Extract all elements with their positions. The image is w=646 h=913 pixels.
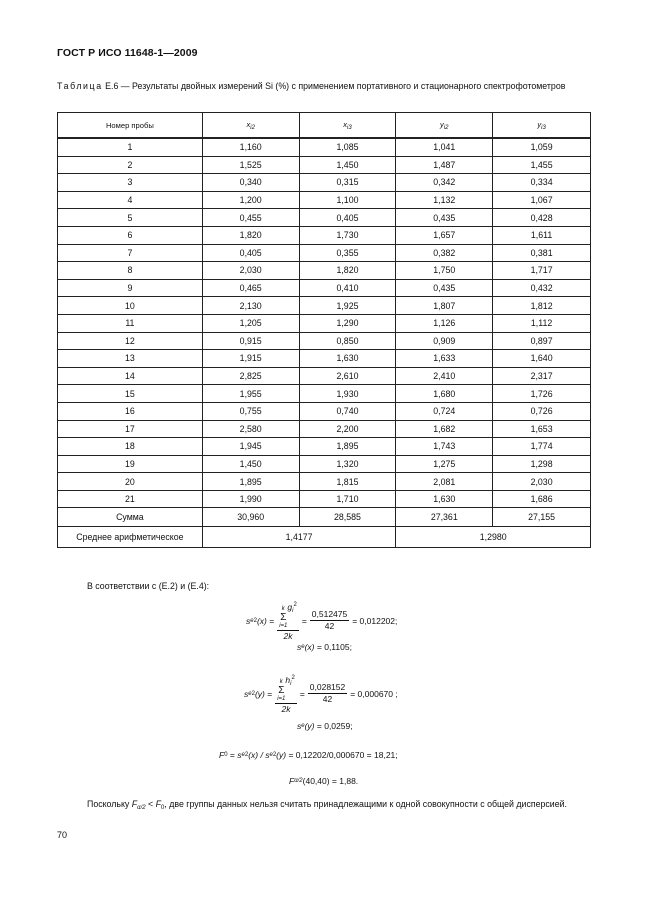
results-table — [57, 112, 591, 548]
sum-y-i3: 27,155 — [493, 508, 591, 527]
formula-sd-y: s e (y) = 0,0259; — [297, 721, 353, 731]
cell-y-i3: 1,686 — [493, 490, 591, 508]
cell-sample-number: 10 — [58, 297, 203, 315]
cell-y-i2: 1,682 — [396, 420, 493, 438]
fraction-h-value: $\frac{0,028152}{42}$ — [309, 682, 346, 705]
formula-f-statistic: F 0 = s e 2 (x) / s e 2 (y) = 0,12202/0,000670 = 18,21; — [219, 750, 398, 760]
cell-x-i3: 0,740 — [299, 402, 396, 420]
cell-sample-number: 19 — [58, 455, 203, 473]
cell-x-i2: 1,990 — [202, 490, 299, 508]
cell-y-i3: 1,812 — [493, 297, 591, 315]
cell-y-i3: 0,726 — [493, 402, 591, 420]
cell-y-i3: 1,067 — [493, 191, 591, 209]
table-row — [58, 174, 591, 192]
cell-x-i2: 1,205 — [202, 314, 299, 332]
cell-y-i3: 1,611 — [493, 226, 591, 244]
table-row — [58, 420, 591, 438]
cell-x-i3: 0,405 — [299, 209, 396, 227]
cell-y-i2: 0,435 — [396, 279, 493, 297]
cell-y-i2: 1,041 — [396, 138, 493, 156]
page-number: 70 — [57, 830, 68, 840]
cell-x-i2: 2,130 — [202, 297, 299, 315]
cell-x-i3: 1,100 — [299, 191, 396, 209]
document-header: ГОСТ Р ИСО 11648-1—2009 — [57, 47, 198, 59]
cell-sample-number: 9 — [58, 279, 203, 297]
col-x-i3: $x_{i3}$ — [299, 113, 396, 139]
cell-x-i3: 1,730 — [299, 226, 396, 244]
cell-y-i3: 1,059 — [493, 138, 591, 156]
cell-x-i3: 0,850 — [299, 332, 396, 350]
cell-x-i2: 2,030 — [202, 262, 299, 280]
cell-x-i3: 1,925 — [299, 297, 396, 315]
cell-x-i3: 1,895 — [299, 438, 396, 456]
cell-y-i3: 1,112 — [493, 314, 591, 332]
cell-x-i3: 0,355 — [299, 244, 396, 262]
table-row — [58, 367, 591, 385]
col-sample-number: Номер пробы — [58, 113, 203, 139]
table-row — [58, 279, 591, 297]
table-row — [58, 191, 591, 209]
cell-sample-number: 11 — [58, 314, 203, 332]
cell-sample-number: 1 — [58, 138, 203, 156]
table-row — [58, 226, 591, 244]
cell-x-i3: 1,085 — [299, 138, 396, 156]
cell-y-i2: 1,630 — [396, 490, 493, 508]
cell-y-i3: 1,726 — [493, 385, 591, 403]
cell-y-i2: 1,743 — [396, 438, 493, 456]
cell-y-i3: 1,774 — [493, 438, 591, 456]
cell-x-i3: 1,450 — [299, 156, 396, 174]
cell-y-i3: 0,432 — [493, 279, 591, 297]
sum-x-i2: 30,960 — [202, 508, 299, 527]
mean-y: 1,2980 — [396, 527, 591, 548]
cell-x-i2: 1,200 — [202, 191, 299, 209]
cell-x-i2: 0,455 — [202, 209, 299, 227]
col-y-i2: $y_{i2}$ — [396, 113, 493, 139]
cell-x-i2: 1,820 — [202, 226, 299, 244]
cell-y-i3: 2,317 — [493, 367, 591, 385]
caption-text: Е.6 — Результаты двойных измерений Si (%) с применением портативного и стационарного спектрофотометров — [105, 81, 566, 91]
table-row — [58, 138, 591, 156]
table-row — [58, 244, 591, 262]
col-y-i3: $y_{i3}$ — [493, 113, 591, 139]
cell-y-i2: 0,435 — [396, 209, 493, 227]
cell-y-i2: 1,680 — [396, 385, 493, 403]
table-header-row — [58, 113, 591, 139]
cell-y-i3: 1,455 — [493, 156, 591, 174]
cell-y-i2: 1,657 — [396, 226, 493, 244]
cell-x-i2: 1,450 — [202, 455, 299, 473]
cell-sample-number: 7 — [58, 244, 203, 262]
cell-x-i2: 2,580 — [202, 420, 299, 438]
cell-y-i3: 2,030 — [493, 473, 591, 491]
cell-x-i2: 0,755 — [202, 402, 299, 420]
cell-y-i2: 1,275 — [396, 455, 493, 473]
cell-sample-number: 15 — [58, 385, 203, 403]
cell-x-i3: 1,710 — [299, 490, 396, 508]
table-row — [58, 385, 591, 403]
cell-y-i2: 1,132 — [396, 191, 493, 209]
fraction-sum-h: k Σ i=1 $h_i^2$ 2k — [277, 674, 295, 714]
cell-x-i2: 1,160 — [202, 138, 299, 156]
cell-y-i3: 0,897 — [493, 332, 591, 350]
cell-x-i3: 2,610 — [299, 367, 396, 385]
cell-y-i2: 2,081 — [396, 473, 493, 491]
cell-x-i3: 1,320 — [299, 455, 396, 473]
cell-y-i2: 1,487 — [396, 156, 493, 174]
cell-y-i3: 0,381 — [493, 244, 591, 262]
table-caption — [57, 80, 597, 92]
cell-y-i2: 1,807 — [396, 297, 493, 315]
cell-x-i2: 0,465 — [202, 279, 299, 297]
cell-x-i2: 1,915 — [202, 350, 299, 368]
cell-y-i3: 1,653 — [493, 420, 591, 438]
table-row — [58, 332, 591, 350]
fraction-g-value: $\frac{0,512475}{42}$ — [311, 609, 348, 632]
cell-sample-number: 14 — [58, 367, 203, 385]
table-row — [58, 490, 591, 508]
cell-sample-number: 16 — [58, 402, 203, 420]
cell-x-i3: 1,815 — [299, 473, 396, 491]
cell-y-i3: 1,640 — [493, 350, 591, 368]
cell-sample-number: 8 — [58, 262, 203, 280]
cell-y-i3: 0,334 — [493, 174, 591, 192]
cell-x-i2: 0,340 — [202, 174, 299, 192]
cell-y-i2: 2,410 — [396, 367, 493, 385]
cell-x-i3: 2,200 — [299, 420, 396, 438]
cell-x-i3: 1,930 — [299, 385, 396, 403]
cell-x-i3: 0,410 — [299, 279, 396, 297]
fraction-sum-g: k Σ i=1 $g_i^2$ 2k — [279, 601, 297, 641]
cell-y-i2: 1,750 — [396, 262, 493, 280]
conclusion-paragraph: Поскольку $F_{\alpha/2} < F_0$, две группы данных нельзя считать принадлежащими к одной совокупности с общей дисперсией. — [87, 799, 567, 811]
sum-label: Сумма — [58, 508, 203, 527]
cell-x-i3: 0,315 — [299, 174, 396, 192]
cell-y-i3: 1,298 — [493, 455, 591, 473]
cell-sample-number: 6 — [58, 226, 203, 244]
cell-sample-number: 20 — [58, 473, 203, 491]
cell-x-i3: 1,820 — [299, 262, 396, 280]
cell-sample-number: 4 — [58, 191, 203, 209]
cell-y-i2: 0,909 — [396, 332, 493, 350]
table-row — [58, 297, 591, 315]
table-row — [58, 156, 591, 174]
table-row — [58, 438, 591, 456]
cell-y-i2: 0,342 — [396, 174, 493, 192]
cell-x-i2: 1,895 — [202, 473, 299, 491]
cell-sample-number: 17 — [58, 420, 203, 438]
cell-y-i2: 1,126 — [396, 314, 493, 332]
table-row — [58, 262, 591, 280]
intro-text: В соответствии с (Е.2) и (Е.4): — [87, 581, 210, 591]
caption-label: Таблица — [57, 81, 103, 91]
mean-label: Среднее арифметическое — [58, 527, 203, 548]
sum-x-i3: 28,585 — [299, 508, 396, 527]
cell-x-i2: 0,915 — [202, 332, 299, 350]
formula-f-critical: F α/2 (40,40) = 1,88. — [289, 776, 359, 786]
cell-y-i2: 1,633 — [396, 350, 493, 368]
table-row — [58, 402, 591, 420]
cell-sample-number: 2 — [58, 156, 203, 174]
cell-y-i2: 0,724 — [396, 402, 493, 420]
cell-x-i2: 1,955 — [202, 385, 299, 403]
cell-sample-number: 3 — [58, 174, 203, 192]
sum-row — [58, 508, 591, 527]
mean-x: 1,4177 — [202, 527, 396, 548]
sum-y-i2: 27,361 — [396, 508, 493, 527]
table-row — [58, 455, 591, 473]
cell-y-i3: 1,717 — [493, 262, 591, 280]
table-row — [58, 473, 591, 491]
cell-x-i2: 0,405 — [202, 244, 299, 262]
table-row — [58, 209, 591, 227]
cell-y-i2: 0,382 — [396, 244, 493, 262]
col-x-i2: $x_{i2}$ — [202, 113, 299, 139]
cell-sample-number: 5 — [58, 209, 203, 227]
cell-y-i3: 0,428 — [493, 209, 591, 227]
table-row — [58, 314, 591, 332]
formula-variance-y: s e 2 (y) = k Σ i=1 $h_i^2$ 2k = $\frac{0,028152}{42}$ = 0,000670 ; — [244, 674, 398, 714]
cell-x-i3: 1,630 — [299, 350, 396, 368]
cell-sample-number: 18 — [58, 438, 203, 456]
cell-x-i2: 1,525 — [202, 156, 299, 174]
cell-sample-number: 13 — [58, 350, 203, 368]
mean-row — [58, 527, 591, 548]
cell-sample-number: 12 — [58, 332, 203, 350]
cell-x-i3: 1,290 — [299, 314, 396, 332]
cell-sample-number: 21 — [58, 490, 203, 508]
cell-x-i2: 1,945 — [202, 438, 299, 456]
cell-x-i2: 2,825 — [202, 367, 299, 385]
table-row — [58, 350, 591, 368]
formula-sd-x: s e (x) = 0,1105; — [297, 642, 352, 652]
formula-variance-x: s e 2 (x) = k Σ i=1 $g_i^2$ 2k = $\frac{0,512475}{42}$ = 0,012202; — [246, 601, 398, 641]
